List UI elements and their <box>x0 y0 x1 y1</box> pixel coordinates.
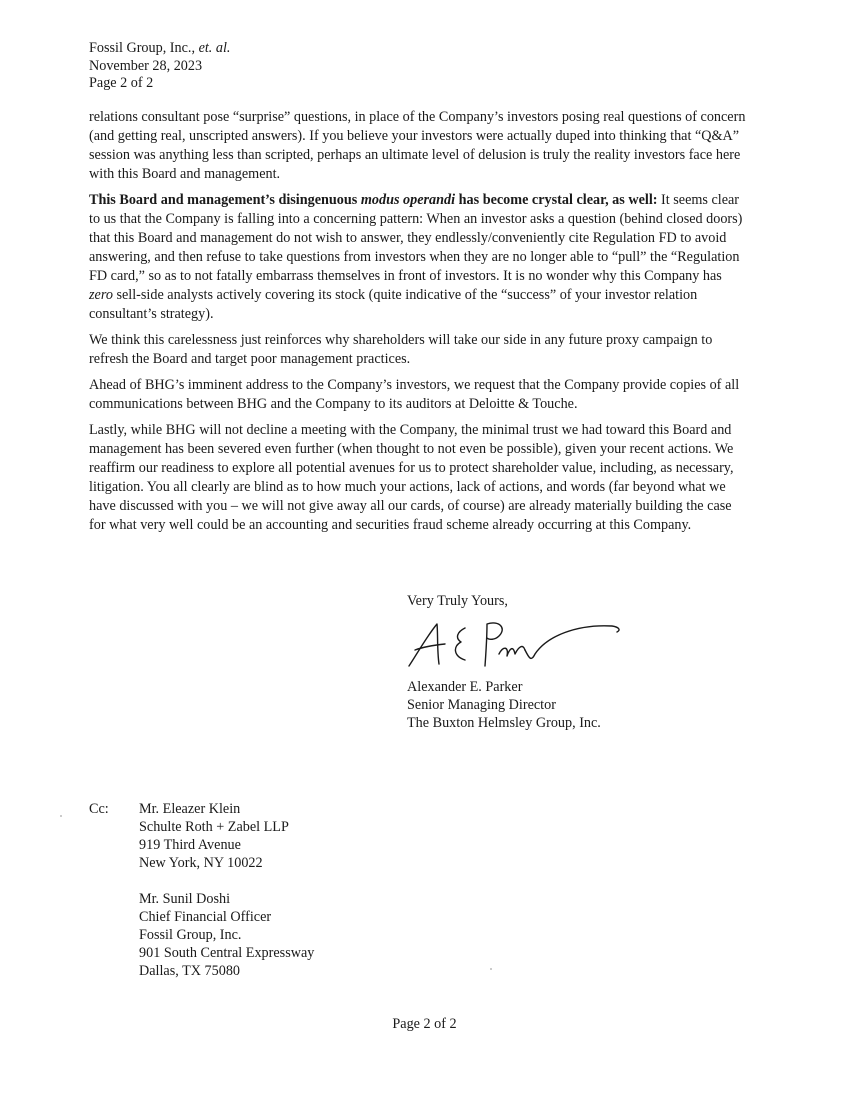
paragraph-2-heading-b: has become crystal clear, as well: <box>455 192 658 208</box>
cc-recipient-line: Chief Financial Officer <box>139 909 272 925</box>
body-paragraph-2 <box>89 191 749 324</box>
cc-recipient-name: Mr. Sunil Doshi <box>139 891 231 907</box>
page-footer: Page 2 of 2 <box>392 1016 457 1032</box>
cc-recipient <box>139 800 539 872</box>
paragraph-2-italic-word: zero <box>89 287 113 303</box>
letter-header <box>89 40 489 93</box>
cc-recipient-line: New York, NY 10022 <box>139 855 263 871</box>
cc-recipient-line: 919 Third Avenue <box>139 837 241 853</box>
cc-recipient-list <box>139 800 539 998</box>
cc-recipient-line: Dallas, TX 75080 <box>139 963 241 979</box>
scan-speck <box>60 815 62 817</box>
cc-label: Cc: <box>89 801 109 817</box>
header-company-suffix: et. al. <box>198 40 231 56</box>
cc-recipient <box>139 890 539 980</box>
paragraph-2-text-a: It seems clear to us that the Company is falling into a concerning pattern: When an investor asks a question (behind closed doors) that this Board and management do not wish to answer, they endlessly/conveniently cite Regulation FD to avoid answering, and then refuse to take questions from investors when they are no longer able to “pull” the “Regulation FD card,” so as to not fatally embarrass themselves in front of investors. It is no wonder why this Company has <box>89 192 743 284</box>
paragraph-2-text-b: sell-side analysts actively covering its stock (quite indicative of the “success” of your investor relation consultant’s strategy). <box>89 287 698 322</box>
paragraph-2-heading-a: This Board and management’s disingenuous <box>89 192 361 208</box>
signer-name: Alexander E. Parker <box>407 679 523 695</box>
header-company: Fossil Group, Inc., <box>89 40 196 56</box>
header-page-number: Page 2 of 2 <box>89 75 154 91</box>
cc-recipient-line: Schulte Roth + Zabel LLP <box>139 819 289 835</box>
body-paragraph-4: Ahead of BHG’s imminent address to the Company’s investors, we request that the Company provide copies of all communications between BHG and the Company to its auditors at Deloitte & Touche. <box>89 377 740 412</box>
letter-closing <box>407 592 747 732</box>
paragraph-2-heading-italic: modus operandi <box>360 192 456 208</box>
signer-company: The Buxton Helmsley Group, Inc. <box>407 715 601 731</box>
body-paragraph-3: We think this carelessness just reinforces why shareholders will take our side in any future proxy campaign to refresh the Board and target poor management practices. <box>89 332 713 367</box>
body-paragraph-1: relations consultant pose “surprise” questions, in place of the Company’s investors posing real questions of concern (and getting real, unscripted answers). If you believe your investors were actually duped into thinking that “Q&A” session was anything less than scripted, perhaps an ultimate level of delusion is truly the reality investors face here with this Board and management. <box>89 109 746 182</box>
closing-salutation: Very Truly Yours, <box>407 593 508 609</box>
signature-image <box>407 614 627 674</box>
cc-recipient-line: Fossil Group, Inc. <box>139 927 242 943</box>
letter-body <box>89 108 749 542</box>
cc-recipient-line: 901 South Central Expressway <box>139 945 315 961</box>
scan-speck <box>490 968 492 970</box>
cc-recipient-name: Mr. Eleazer Klein <box>139 801 241 817</box>
header-date: November 28, 2023 <box>89 57 203 74</box>
signer-title: Senior Managing Director <box>407 697 556 713</box>
body-paragraph-5: Lastly, while BHG will not decline a meeting with the Company, the minimal trust we had toward this Board and management has been severed even further (when thought to not even be possible), given your recent actions. We reaffirm our readiness to explore all potential avenues for us to protect shareholder value, including, as necessary, litigation. You all clearly are blind as to how much your actions, lack of actions, and words (far beyond what we have discussed with you – we will not give away all our cards, of course) are already materially building the case for what very well could be an accounting and securities fraud scheme already occurring at this Company. <box>89 422 734 533</box>
header-company-line <box>89 40 489 58</box>
